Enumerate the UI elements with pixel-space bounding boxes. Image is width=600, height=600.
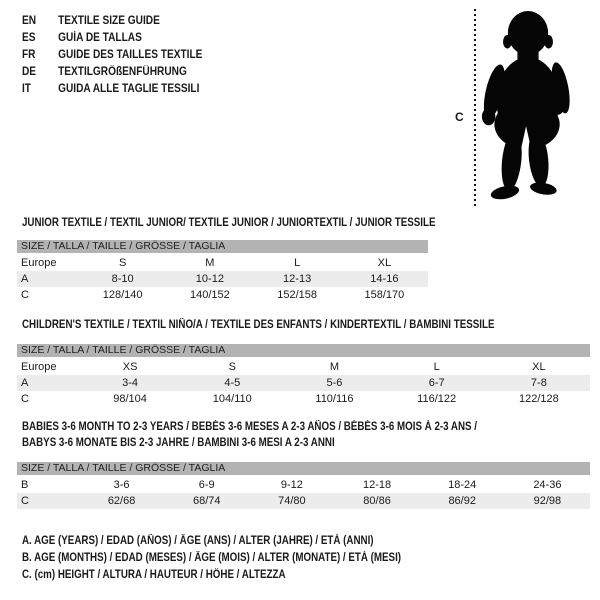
value-cell: 14-16 <box>370 273 399 285</box>
babies-size-table <box>17 462 590 509</box>
value-cell: 62/68 <box>107 495 136 507</box>
row-label: A <box>21 377 29 389</box>
language-code: ES <box>22 32 36 44</box>
value-cell: 12-13 <box>283 273 312 285</box>
junior-table-title: JUNIOR TEXTILE / TEXTIL JUNIOR/ TEXTILE JUNIOR / JUNIORTEXTIL / JUNIOR TESSILE <box>22 217 436 229</box>
legend-line-b: B. AGE (MONTHS) / EDAD (MESES) / ÂGE (MOIS) / ALTER (MONATE) / ETÀ (MESI) <box>22 552 402 564</box>
children-size-table <box>17 344 590 407</box>
value-cell: 86/92 <box>448 495 476 507</box>
language-code: IT <box>22 83 32 95</box>
language-code: FR <box>22 49 36 61</box>
value-cell: 3-4 <box>122 377 139 389</box>
language-label: GUÍA DE TALLAS <box>58 32 142 44</box>
language-row-es <box>22 30 202 47</box>
table-row-europe <box>17 359 590 375</box>
babies-table-title: BABIES 3-6 MONTH TO 2-3 YEARS / BEBÉS 3-6 MESES A 2-3 AÑOS / BÉBÉS 3-6 MOIS À 2-3 ANS / BABYS 3-6 MONATE BIS 2-3 JAHRE / BAMBINI 3-6 MESI A 2-3 ANNI <box>22 421 478 449</box>
value-cell: 122/128 <box>518 393 559 405</box>
value-cell: 128/140 <box>102 289 143 301</box>
row-label: Europe <box>21 257 57 269</box>
row-label: C <box>21 393 29 405</box>
measurement-legend <box>22 533 468 584</box>
size-header-bar: SIZE / TALLA / TAILLE / GRÖSSE / TAGLIA <box>17 462 590 475</box>
language-row-fr <box>22 47 202 64</box>
size-header-bar: SIZE / TALLA / TAILLE / GRÖSSE / TAGLIA <box>17 240 428 253</box>
value-cell: 7-8 <box>530 377 547 389</box>
value-cell: 152/158 <box>277 289 317 301</box>
language-code: DE <box>22 66 37 78</box>
table-row-age <box>17 271 428 287</box>
value-cell: 4-5 <box>224 377 241 389</box>
value-cell: 24-36 <box>533 479 562 491</box>
size-cell: XS <box>122 361 138 373</box>
size-cell: L <box>433 361 440 373</box>
height-line-label: C <box>455 110 464 124</box>
value-cell: 98/104 <box>113 393 147 405</box>
language-row-en <box>22 13 202 30</box>
junior-size-table <box>17 240 428 303</box>
value-cell: 80/86 <box>363 495 391 507</box>
row-label: B <box>21 479 29 491</box>
language-list <box>22 13 227 98</box>
language-label: TEXTILE SIZE GUIDE <box>58 15 160 27</box>
baby-silhouette-icon <box>480 6 576 210</box>
table-row-age-months <box>17 477 590 493</box>
value-cell: 116/122 <box>417 393 457 405</box>
value-cell: 110/116 <box>315 393 354 405</box>
language-label: GUIDA ALLE TAGLIE TESSILI <box>58 83 200 95</box>
value-cell: 18-24 <box>448 479 477 491</box>
row-label: A <box>21 273 29 285</box>
value-cell: 12-18 <box>362 479 392 491</box>
language-row-it <box>22 81 202 98</box>
size-cell: L <box>294 257 301 269</box>
value-cell: 74/80 <box>278 495 306 507</box>
value-cell: 10-12 <box>195 273 224 285</box>
size-header-bar: SIZE / TALLA / TAILLE / GRÖSSE / TAGLIA <box>17 344 590 357</box>
size-cell: M <box>205 257 215 269</box>
table-row-height <box>17 493 590 509</box>
row-label: C <box>21 495 29 507</box>
size-cell: M <box>329 361 340 373</box>
size-cell: S <box>228 361 236 373</box>
table-row-height <box>17 287 428 303</box>
value-cell: 5-6 <box>326 377 343 389</box>
value-cell: 158/170 <box>364 289 405 301</box>
value-cell: 140/152 <box>189 289 230 301</box>
size-cell: XL <box>377 257 392 269</box>
table-row-age <box>17 375 590 391</box>
value-cell: 104/110 <box>212 393 252 405</box>
value-cell: 3-6 <box>113 479 130 491</box>
row-label: C <box>21 289 29 301</box>
value-cell: 6-7 <box>428 377 445 389</box>
value-cell: 92/98 <box>533 495 562 507</box>
value-cell: 6-9 <box>198 479 215 491</box>
legend-line-a: A. AGE (YEARS) / EDAD (AÑOS) / ÂGE (ANS) / ALTER (JAHRE) / ETÀ (ANNI) <box>22 535 374 547</box>
children-table-title: CHILDREN'S TEXTILE / TEXTIL NIÑO/A / TEXTILE DES ENFANTS / KINDERTEXTIL / BAMBINI TESSILE <box>22 319 495 331</box>
size-cell: XL <box>532 361 546 373</box>
value-cell: 68/74 <box>192 495 221 507</box>
value-cell: 9-12 <box>280 479 303 491</box>
row-label: Europe <box>21 361 57 373</box>
value-cell: 8-10 <box>111 273 134 285</box>
table-row-europe <box>17 255 428 271</box>
language-row-de <box>22 64 202 81</box>
height-dotted-line <box>474 9 476 208</box>
size-cell: S <box>118 257 127 269</box>
language-label: TEXTILGRÖßENFÜHRUNG <box>58 66 187 78</box>
legend-line-c: C. (cm) HEIGHT / ALTURA / HAUTEUR / HÖHE / ALTEZZA <box>22 569 286 581</box>
language-code: EN <box>22 15 37 27</box>
language-label: GUIDE DES TAILLES TEXTILE <box>58 49 203 61</box>
table-row-height <box>17 391 590 407</box>
